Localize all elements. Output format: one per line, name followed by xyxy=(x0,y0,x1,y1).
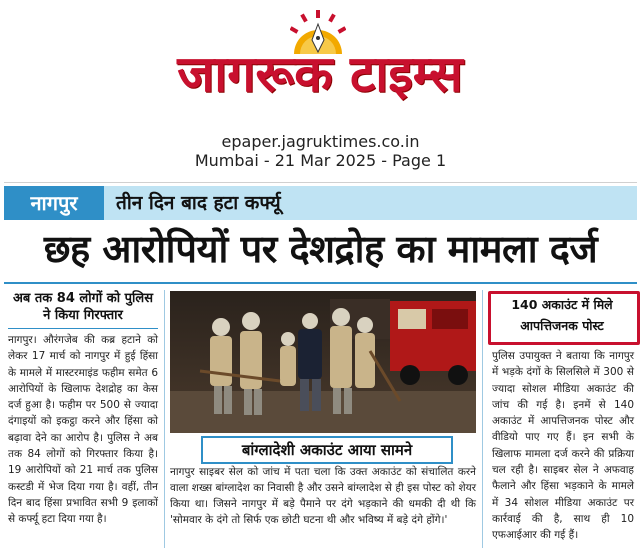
masthead-logo xyxy=(120,4,520,119)
center-article-body: नागपुर साइबर सेल को जांच में पता चला कि उक्त अकाउंट को संचालित करने वाला शख्स बांग्लादेश का निवासी है और उसने बांग्लादेश से ही इस पोस्ट को शेयर किया था। जिसने नागपुर में बड़े पैमाने पर दंगे भड़काने की धमकी दी थी कि 'सोमवार के दंगे तो सिर्फ एक छोटी घटना थी और भविष्य में बड़े दंगे होंगे।' xyxy=(170,466,476,526)
edition-url: epaper.jagruktimes.co.in xyxy=(221,132,420,151)
headline: छह आरोपियों पर देशद्रोह का मामला दर्ज xyxy=(43,227,598,271)
kicker-text: तीन दिन बाद हटा कर्फ्यू xyxy=(116,192,281,214)
edition-date: Mumbai - 21 Mar 2025 - Page 1 xyxy=(194,151,447,170)
left-subhead: अब तक 84 लोगों को पुलिस ने किया गिरफ्तार xyxy=(12,291,154,323)
left-subhead-rule xyxy=(8,328,158,329)
left-article-body: नागपुर। औरंगजेब की कब्र हटाने को लेकर 17 मार्च को नागपुर में हुई हिंसा के मामले में मास्टरमाइंड फहीम समेत 6 आरोपियों के खिलाफ देशद्रोह का केस दर्ज हुआ है। फहीम पर 500 से ज्यादा दंगाइयों को इकट्ठा करने और हिंसा को बढ़ावा देने का आरोप है। पुलिस ने अब तक 84 लोगों को गिरफ्तार किया है। 19 आरोपियों को 21 मार्च तक पुलिस कस्टडी में भेज दिया गया है। वहीं, तीन दिन बाद हिंसा प्रभावित सभी 9 इलाकों से कर्फ्यू हटा दिया गया है। xyxy=(8,334,158,526)
photo-caption: बांग्लादेशी अकाउंट आया सामने xyxy=(201,436,453,464)
right-article-body: पुलिस उपायुक्त ने बताया कि नागपुर में भड़के दंगों के सिलसिले में 300 से ज्यादा सोशल मीडिया अकाउंट की जांच की गई है। इनमें से 140 अकाउंट में आपत्तिजनक पोस्ट और वीडियो पाए गए हैं। इन सभी के खिलाफ मामला दर्ज करने की प्रक्रिया चल रही है। साइबर सेल ने अफवाह फैलाने और हिंसा भड़काने के मामले में 34 सोशल मीडिया अकाउंट पर कार्रवाई की है, साथ ही 10 एफआईआर की गई हैं। xyxy=(492,350,634,542)
headline-rule xyxy=(4,282,637,284)
police-patrol-photo xyxy=(170,291,476,433)
page-edge-divider xyxy=(4,182,637,183)
sidebar-title: 140 अकाउंट में मिले आपत्तिजनक पोस्ट xyxy=(511,297,613,333)
news-photo xyxy=(170,291,476,433)
column-divider xyxy=(482,290,483,548)
column-divider xyxy=(164,290,165,548)
city-tag: नागपुर xyxy=(4,186,104,220)
masthead-title: जागरूक टाइम्स xyxy=(177,45,463,103)
